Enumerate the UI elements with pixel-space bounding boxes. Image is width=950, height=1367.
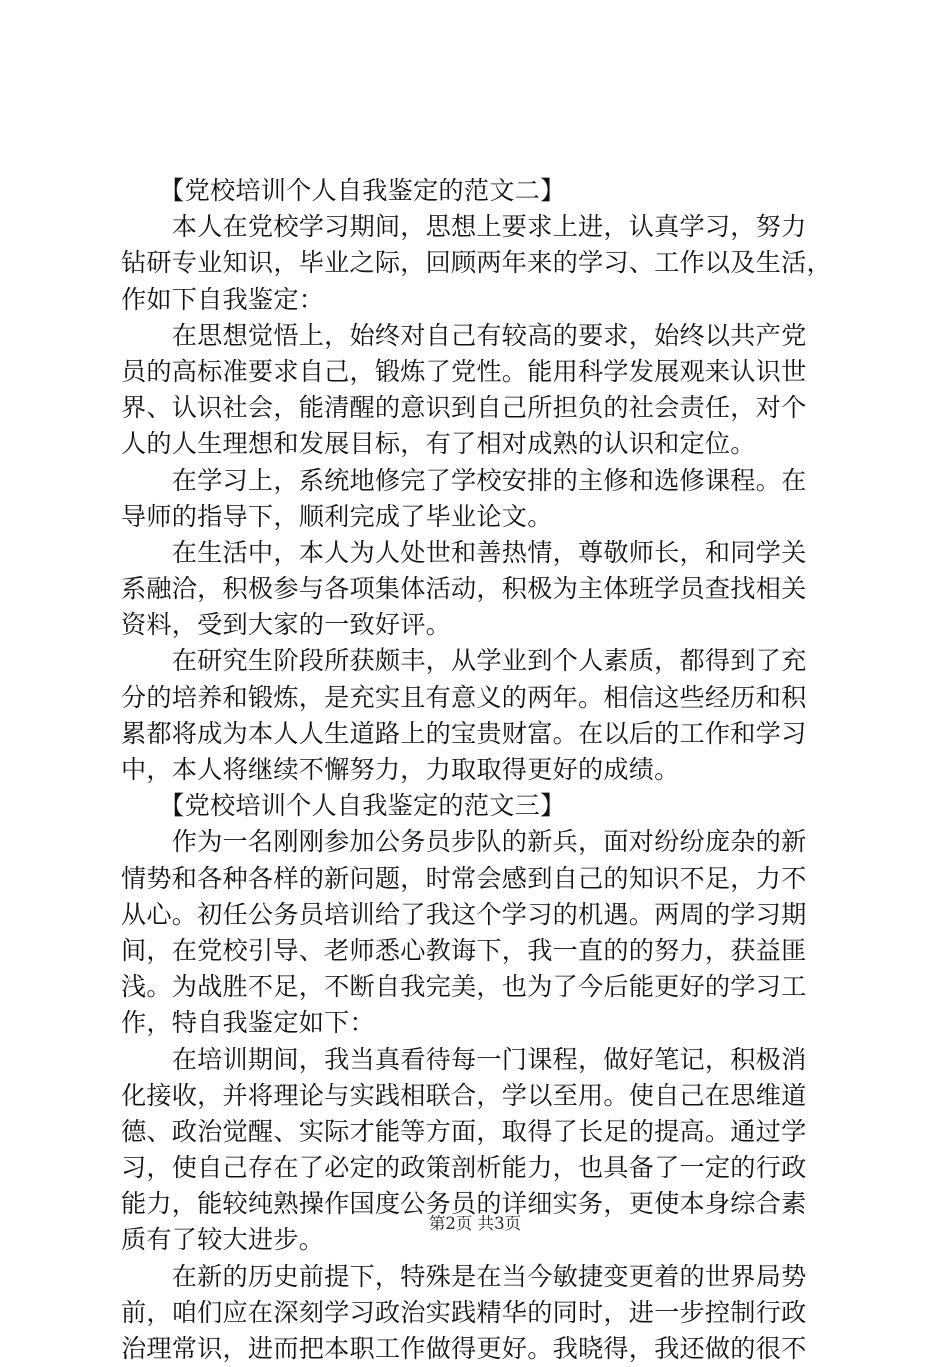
- text-line: 在培训期间，我当真看待每一门课程，做好笔记，积极消: [121, 1044, 807, 1074]
- text-line: 从心。初任公务员培训给了我这个学习的机遇。两周的学习期: [121, 899, 807, 929]
- page-footer: [0, 1212, 950, 1236]
- text-line: 德、政治觉醒、实际才能等方面，取得了长足的提高。通过学: [121, 1116, 807, 1146]
- text-line: 间，在党校引导、老师悉心教诲下，我一直的的努力，获益匪: [121, 935, 807, 965]
- text-line: 资料，受到大家的一致好评。: [121, 610, 452, 640]
- text-line: 习，使自己存在了必定的政策剖析能力，也具备了一定的行政: [121, 1153, 807, 1183]
- text-line: 界、认识社会，能清醒的意识到自己所担负的社会责任，对个: [121, 393, 807, 423]
- text-line: 在新的历史前提下，特殊是在当今敏捷变更着的世界局势: [121, 1261, 807, 1291]
- text-line: 质有了较大进步。: [121, 1225, 325, 1255]
- document-body: [121, 173, 833, 1367]
- text-line: 化接收，并将理论与实践相联合，学以至用。使自己在思维道: [121, 1080, 807, 1110]
- text-line: 在研究生阶段所获颇丰，从学业到个人素质，都得到了充: [121, 646, 807, 676]
- text-line: 在思想觉悟上，始终对自己有较高的要求，始终以共产党: [121, 320, 807, 350]
- text-line: 作为一名刚刚参加公务员步队的新兵，面对纷纷庞杂的新: [121, 827, 807, 857]
- text-line: 在生活中，本人为人处世和善热情，尊敬师长，和同学关: [121, 537, 807, 567]
- text-line: 能力，能较纯熟操作国度公务员的详细实务，更使本身综合素: [121, 1189, 807, 1219]
- text-line: 系融洽，积极参与各项集体活动，积极为主体班学员查找相关: [121, 574, 807, 604]
- text-line: 人的人生理想和发展目标，有了相对成熟的认识和定位。: [121, 429, 756, 459]
- text-line: 分的培养和锻炼，是充实且有意义的两年。相信这些经历和积: [121, 682, 807, 712]
- text-line: 作如下自我鉴定：: [121, 284, 325, 314]
- text-line: 治理常识，进而把本职工作做得更好。我晓得，我还做的很不: [121, 1334, 807, 1363]
- text-line: 累都将成为本人人生道路上的宝贵财富。在以后的工作和学习: [121, 718, 807, 748]
- text-line: 本人在党校学习期间，思想上要求上进，认真学习，努力: [121, 212, 807, 242]
- text-line: 在学习上，系统地修完了学校安排的主修和选修课程。在: [121, 465, 807, 495]
- text-line: 情势和各种各样的新问题，时常会感到自己的知识不足，力不: [121, 863, 807, 893]
- text-line: 中，本人将继续不懈努力，力取取得更好的成绩。: [121, 755, 680, 784]
- text-line: 员的高标准要求自己，锻炼了党性。能用科学发展观来认识世: [121, 356, 807, 386]
- text-line: 导师的指导下，顺利完成了毕业论文。: [121, 501, 553, 531]
- section-heading: 【党校培训个人自我鉴定的范文二】: [121, 176, 566, 205]
- page-number: 第2页 共3页: [428, 1214, 522, 1233]
- text-line: 前，咱们应在深刻学习政治实践精华的同时，进一步控制行政: [121, 1297, 807, 1327]
- text-line: 作，特自我鉴定如下：: [121, 1008, 375, 1038]
- text-line: 浅。为战胜不足，不断自我完美，也为了今后能更好的学习工: [121, 972, 807, 1002]
- text-line: 钻研专业知识，毕业之际，回顾两年来的学习、工作以及生活，: [121, 248, 832, 278]
- section-heading: 【党校培训个人自我鉴定的范文三】: [121, 791, 566, 821]
